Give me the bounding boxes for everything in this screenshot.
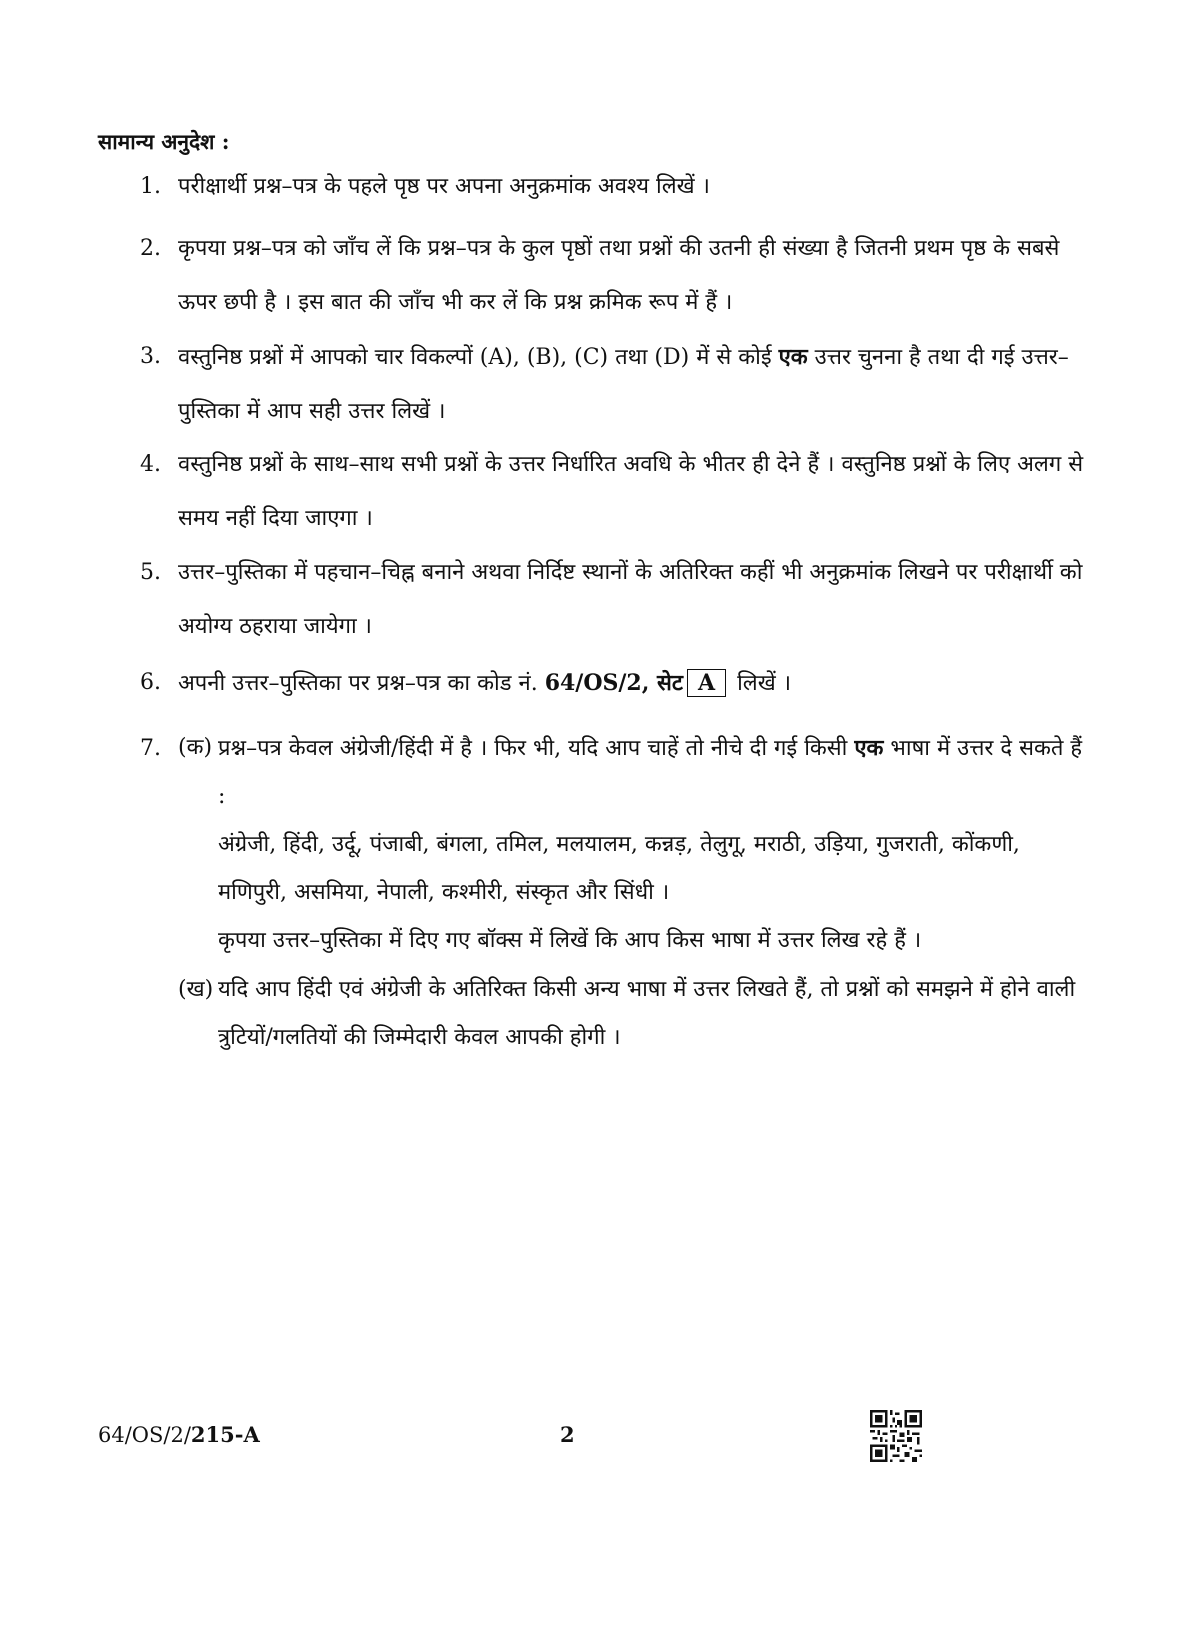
subitem-text-before: प्रश्न–पत्र केवल अंग्रेजी/हिंदी में है । फिर भी, यदि आप चाहें तो नीचे दी गई किसी [218,736,855,761]
qr-code-icon [870,1410,922,1462]
item-number: 2. [140,236,161,261]
item-number: 3. [140,344,161,369]
subitem-text-bold: एक [854,735,884,761]
instructions-heading: सामान्य अनुदेश : [98,129,230,154]
item-text-after: लिखें । [730,671,792,696]
item-text-bold: एक [778,344,808,370]
item-text: वस्तुनिष्ठ प्रश्नों के साथ–साथ सभी प्रश्नों के उत्तर निर्धारित अवधि के भीतर ही देने हैं । वस्तुनिष्ठ प्रश्नों के लिए अलग से समय नहीं दिया जाएगा । [178,452,1084,531]
subitem-text-after: भाषा में उत्तर दे सकते हैं : [218,736,1083,809]
item-text: उत्तर–पुस्तिका में पहचान–चिह्न बनाने अथवा निर्दिष्ट स्थानों के अतिरिक्त कहीं भी अनुक्रमांक लिखने पर परीक्षार्थी को अयोग्य ठहराया जायेगा । [178,560,1083,639]
footer-code-bold: 215-A [190,1422,260,1447]
footer-paper-code [98,1422,260,1447]
instruction-item-7a [178,724,1088,965]
instruction-item-5 [140,546,1088,654]
instruction-item-1 [140,160,1088,214]
instruction-item-2 [140,222,1088,330]
subitem-text: यदि आप हिंदी एवं अंग्रेजी के अतिरिक्त किसी अन्य भाषा में उत्तर लिखते हैं, तो प्रश्नों को समझने में होने वाली त्रुटियों/गलतियों की जिम्मेदारी केवल आपकी होगी । [218,977,1076,1050]
paper-code: 64/OS/2, सेट [544,670,684,696]
item-number: 6. [140,670,161,695]
instruction-item-4 [140,438,1088,546]
subitem-label: (ख) [178,977,214,1002]
language-box-note: कृपया उत्तर–पुस्तिका में दिए गए बॉक्स में लिखें कि आप किस भाषा में उत्तर लिख रहे हैं । [218,928,922,953]
item-number: 4. [140,452,161,477]
item-number: 7. [140,736,161,761]
subitem-label: (क) [178,735,213,760]
item-number: 5. [140,560,161,585]
item-number: 1. [140,174,161,199]
item-text: परीक्षार्थी प्रश्न–पत्र के पहले पृष्ठ पर अपना अनुक्रमांक अवश्य लिखें । [178,174,710,199]
item-text [178,656,1088,711]
item-text-before: अपनी उत्तर–पुस्तिका पर प्रश्न–पत्र का कोड नं. [178,671,545,696]
footer-code-prefix: 64/OS/2/ [98,1423,191,1447]
item-text [178,330,1088,439]
item-text-after: उत्तर चुनना है तथा दी गई उत्तर–पुस्तिका में आप सही उत्तर लिखें । [178,345,1069,424]
languages-list: अंग्रेजी, हिंदी, उर्दू, पंजाबी, बंगला, तमिल, मलयालम, कन्नड़, तेलुगू, मराठी, उड़िया, गुजराती, कोंकणी, मणिपुरी, असमिया, नेपाली, कश्मीरी, संस्कृत और सिंधी । [218,832,1020,905]
subitem-text [218,724,1088,821]
instruction-item-7b [178,966,1088,1062]
item-text-before: वस्तुनिष्ठ प्रश्नों में आपको चार विकल्पों (A), (B), (C) तथा (D) में से कोई [178,345,779,370]
instruction-item-6 [140,656,1088,711]
page-number: 2 [560,1422,575,1447]
item-text: कृपया प्रश्न–पत्र को जाँच लें कि प्रश्न–पत्र के कुल पृष्ठों तथा प्रश्नों की उतनी ही संख्या है जितनी प्रथम पृष्ठ के सबसे ऊपर छपी है । इस बात की जाँच भी कर लें कि प्रश्न क्रमिक रूप में हैं । [178,236,1060,315]
set-box: A [687,669,726,697]
instruction-item-3 [140,330,1088,439]
